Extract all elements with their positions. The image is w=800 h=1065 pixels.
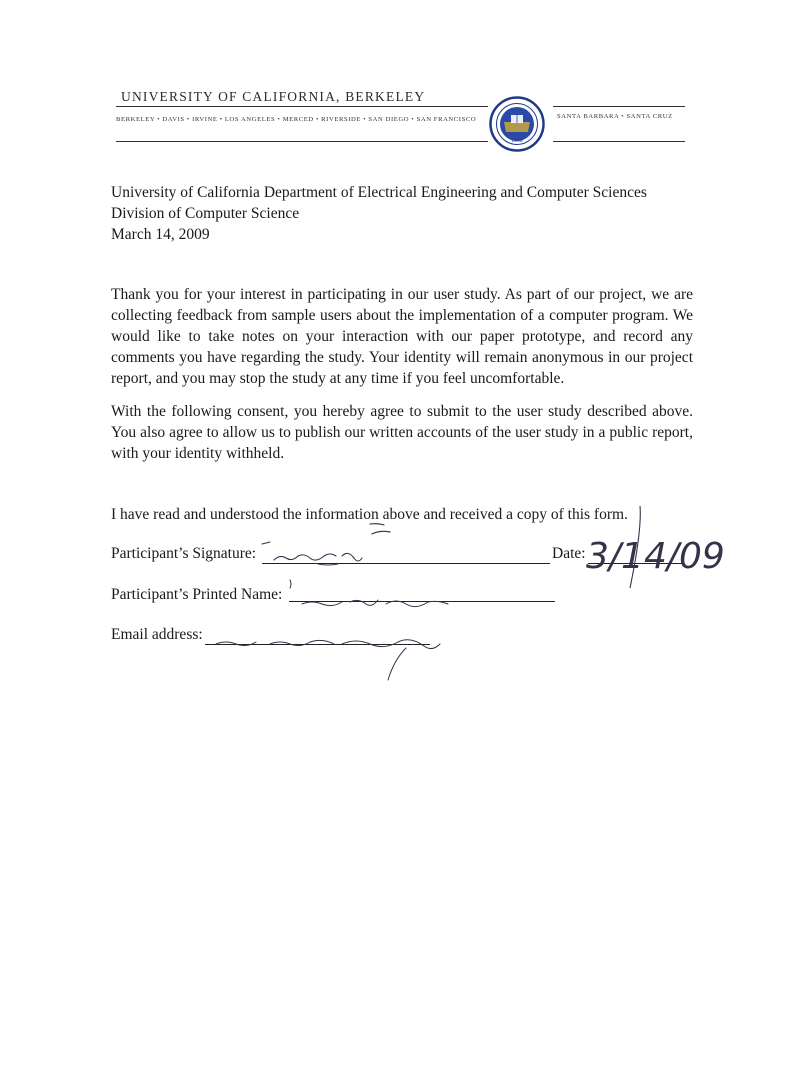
department-header: [111, 182, 647, 245]
email-scribble: [210, 626, 470, 696]
letterhead-campuses-right: SANTA BARBARA • SANTA CRUZ: [557, 113, 673, 120]
consent-statement: I have read and understood the information above and received a copy of this form.: [111, 506, 628, 523]
letterhead-rule-top: [116, 106, 488, 107]
letterhead-rule-bottom: [116, 141, 488, 142]
letterhead-campuses-left: BERKELEY • DAVIS • IRVINE • LOS ANGELES • MERCED • RIVERSIDE • SAN DIEGO • SAN FRANCISCO: [116, 116, 477, 123]
date-handwritten-value: 3/14/09: [586, 536, 725, 577]
signature-label: Participant’s Signature:: [111, 545, 257, 562]
division-name: Division of Computer Science: [111, 205, 300, 222]
date-label: Date:: [552, 545, 586, 562]
letterhead-rule-bottom-right: [553, 141, 685, 142]
letter-date: March 14, 2009: [111, 226, 210, 243]
letterhead-institution: UNIVERSITY OF CALIFORNIA, BERKELEY: [121, 89, 426, 104]
svg-text:1868: 1868: [511, 139, 523, 144]
department-name: University of California Department of Electrical Engineering and Computer Sciences: [111, 184, 647, 201]
intro-paragraph: Thank you for your interest in participating in our user study. As part of our project, we are collecting feedback from sample users about the implementation of a computer program. We would like to take notes on your interaction with our paper prototype, and record any comments you have regarding the study. Your identity will remain anonymous in our project report, and you may stop the study at any time if you feel uncomfortable.: [111, 286, 693, 387]
printed-name-scribble: [288, 576, 478, 616]
letterhead-rule-top-right: [553, 106, 685, 107]
email-label: Email address:: [111, 626, 203, 643]
printed-name-label: Participant’s Printed Name:: [111, 586, 283, 603]
university-seal-icon: [489, 96, 545, 152]
consent-paragraph: With the following consent, you hereby agree to submit to the user study described above. You also agree to allow us to publish our written accounts of the user study in a public report, with your identity withheld.: [111, 403, 693, 462]
form-end-tick: [368, 524, 398, 544]
date-handwriting: [582, 500, 725, 590]
signature-scribble: [258, 520, 378, 580]
